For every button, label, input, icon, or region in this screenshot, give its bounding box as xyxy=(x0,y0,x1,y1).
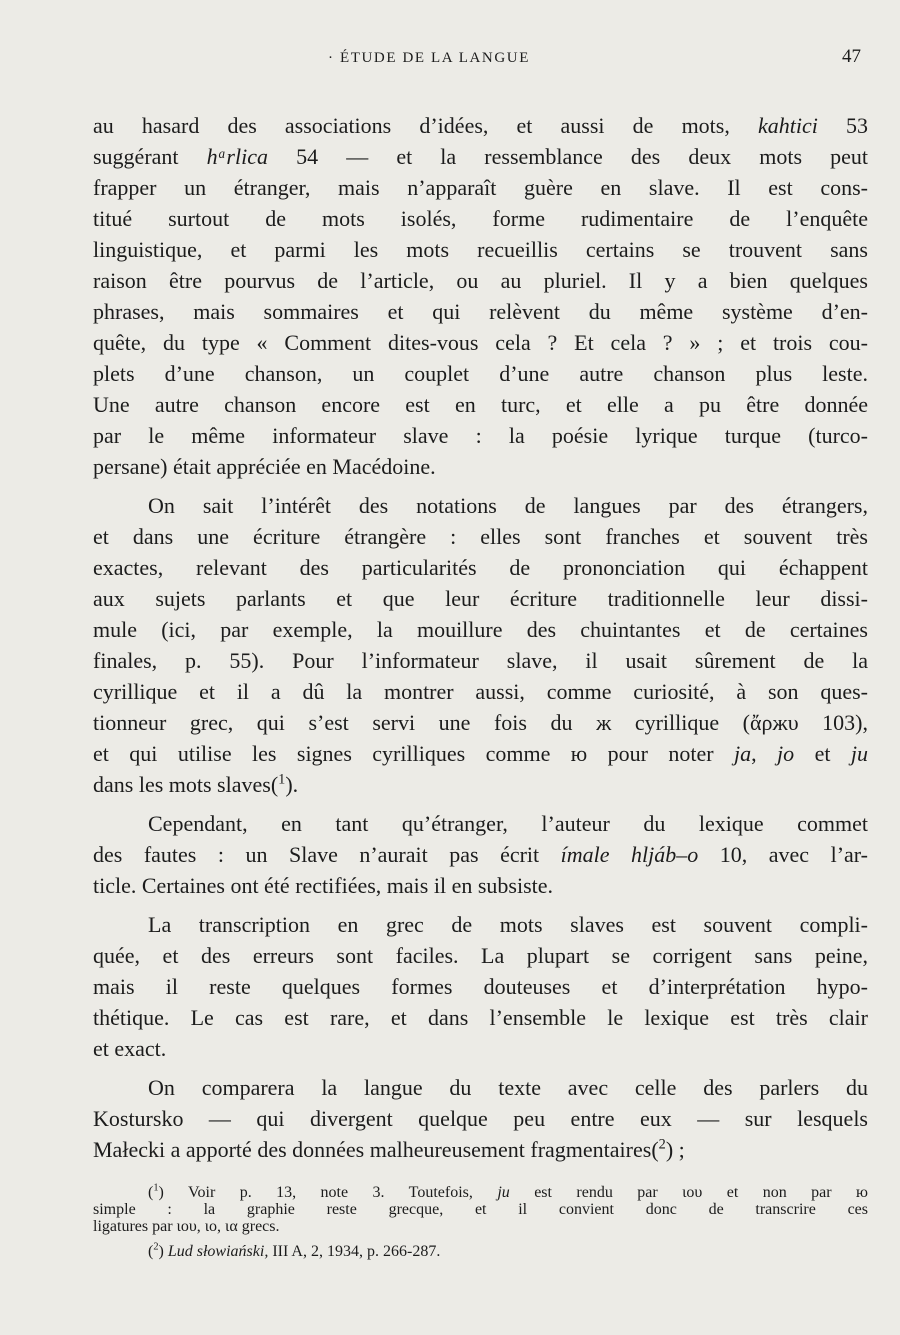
text-segment: au hasard des associations d’idées, et aussi de mots, xyxy=(93,113,758,138)
text-line xyxy=(93,738,868,769)
footnote-ref: 1 xyxy=(153,1182,159,1194)
footnotes xyxy=(93,1184,868,1268)
footnote-ref: 2 xyxy=(658,1136,666,1153)
text-line xyxy=(93,808,868,839)
text-line xyxy=(93,552,868,583)
text-line xyxy=(93,971,868,1002)
text-segment: La transcription en grec de mots slaves est souvent compli- xyxy=(148,912,868,937)
text-segment: 53 xyxy=(817,113,869,138)
text-line xyxy=(93,769,868,800)
footnote xyxy=(93,1243,868,1260)
text-segment: linguistique, et parmi les mots recueillis certains se trouvent sans xyxy=(93,237,868,262)
text-line xyxy=(93,1243,868,1260)
text-line xyxy=(93,296,868,327)
italic-text: ímale hljáb–o xyxy=(560,842,699,867)
text-line xyxy=(93,110,868,141)
text-segment: tionneur grec, qui s’est servi une fois du ж cyrillique (ἄρжυ 103), xyxy=(93,710,868,735)
text-segment: et xyxy=(794,741,851,766)
text-segment: thétique. Le cas est rare, et dans l’ensemble le lexique est très clair xyxy=(93,1005,868,1030)
text-segment: ticle. Certaines ont été rectifiées, mais il en subsiste. xyxy=(93,873,554,898)
text-segment: dans les mots slaves( xyxy=(93,772,279,797)
text-line xyxy=(93,839,868,870)
text-line xyxy=(93,141,868,172)
text-line xyxy=(93,358,868,389)
text-segment: simple : la graphie reste grecque, et il convient donc de transcrire ces xyxy=(93,1201,868,1218)
text-line xyxy=(93,676,868,707)
text-segment: phrases, mais sommaires et qui relèvent du même système d’en- xyxy=(93,299,868,324)
text-segment: aux sujets parlants et que leur écriture traditionnelle leur dissi- xyxy=(93,586,868,611)
text-line xyxy=(93,1002,868,1033)
text-segment: et qui utilise les signes cyrilliques comme ю pour noter xyxy=(93,741,734,766)
text-segment: persane) était appréciée en Macédoine. xyxy=(93,454,436,479)
text-segment: et dans une écriture étrangère : elles sont franches et souvent très xyxy=(93,524,868,549)
footnote xyxy=(93,1184,868,1235)
text-line xyxy=(93,490,868,521)
text-line xyxy=(93,870,868,901)
text-segment: quête, du type « Comment dites-vous cela ? Et cela ? » ; et trois cou- xyxy=(93,330,868,355)
main-text xyxy=(93,110,868,1173)
text-segment: III A, 2, 1934, p. 266-287. xyxy=(268,1243,441,1260)
text-line xyxy=(93,1218,868,1235)
text-segment: Kostursko — qui divergent quelque peu entre eux — sur lesquels xyxy=(93,1106,868,1131)
text-segment: plets d’une chanson, un couplet d’une autre chanson plus leste. xyxy=(93,361,868,386)
text-segment: par le même informateur slave : la poésie lyrique turque (turco- xyxy=(93,423,868,448)
text-segment: On sait l’intérêt des notations de langues par des étrangers, xyxy=(148,493,868,518)
paragraph xyxy=(93,808,868,901)
text-line xyxy=(93,172,868,203)
text-segment: ) Voir p. 13, note 3. Toutefois, xyxy=(158,1184,498,1201)
text-line xyxy=(93,234,868,265)
paragraph xyxy=(93,490,868,800)
text-segment: est rendu par ιoυ et non par ю xyxy=(509,1184,868,1201)
text-segment: ). xyxy=(285,772,299,797)
text-line xyxy=(93,583,868,614)
text-line xyxy=(93,707,868,738)
page-number: 47 xyxy=(842,46,861,67)
text-segment: mais il reste quelques formes douteuses et d’interprétation hypo- xyxy=(93,974,868,999)
paragraph xyxy=(93,110,868,482)
text-line xyxy=(93,1103,868,1134)
text-line xyxy=(93,327,868,358)
text-segment: ( xyxy=(148,1184,154,1201)
italic-text: hᵃrlica xyxy=(206,144,268,169)
footnote-ref: 2 xyxy=(153,1241,159,1253)
text-segment: 10, avec l’ar- xyxy=(698,842,868,867)
italic-text: kahtici xyxy=(758,113,818,138)
running-header xyxy=(0,46,900,72)
text-segment: mule (ici, par exemple, la mouillure des chuintantes et de certaines xyxy=(93,617,868,642)
text-line xyxy=(93,389,868,420)
italic-text: jo xyxy=(777,741,795,766)
text-segment: Małecki a apporté des données malheureusement fragmentaires( xyxy=(93,1137,659,1162)
text-line xyxy=(93,614,868,645)
italic-text: ju xyxy=(850,741,868,766)
text-line xyxy=(93,1134,868,1165)
text-segment: ligatures par ιoυ, ιo, ια grecs. xyxy=(93,1218,280,1235)
text-line xyxy=(93,1033,868,1064)
text-segment: finales, p. 55). Pour l’informateur slave, il usait sûrement de la xyxy=(93,648,868,673)
text-line xyxy=(93,451,868,482)
text-segment: ( xyxy=(148,1243,154,1260)
text-line xyxy=(93,940,868,971)
text-segment: cyrillique et il a dû la montrer aussi, comme curiosité, à son ques- xyxy=(93,679,868,704)
text-segment: 54 — et la ressemblance des deux mots peut xyxy=(267,144,869,169)
italic-text: ju xyxy=(497,1184,510,1201)
italic-text: Lud słowiański, xyxy=(167,1243,269,1260)
text-segment: frapper un étranger, mais n’apparaît guère en slave. Il est cons- xyxy=(93,175,868,200)
text-line xyxy=(93,265,868,296)
paragraph xyxy=(93,1072,868,1165)
text-line xyxy=(93,521,868,552)
text-line xyxy=(93,909,868,940)
text-segment: des fautes : un Slave n’aurait pas écrit xyxy=(93,842,561,867)
text-line xyxy=(93,203,868,234)
italic-text: ja xyxy=(733,741,752,766)
text-segment: quée, et des erreurs sont faciles. La plupart se corrigent sans peine, xyxy=(93,943,868,968)
text-line xyxy=(93,420,868,451)
text-segment: exactes, relevant des particularités de prononciation qui échappent xyxy=(93,555,868,580)
text-segment: et exact. xyxy=(93,1036,167,1061)
paragraph xyxy=(93,909,868,1064)
text-segment: Cependant, en tant qu’étranger, l’auteur du lexique commet xyxy=(148,811,868,836)
text-segment: raison être pourvus de l’article, ou au pluriel. Il y a bien quelques xyxy=(93,268,868,293)
running-title: · ÉTUDE DE LA LANGUE xyxy=(328,50,530,66)
text-segment: ) ; xyxy=(665,1137,685,1162)
text-line xyxy=(93,1201,868,1218)
text-line xyxy=(93,1072,868,1103)
text-segment: On comparera la langue du texte avec celle des parlers du xyxy=(148,1075,868,1100)
text-segment: titué surtout de mots isolés, forme rudimentaire de l’enquête xyxy=(93,206,868,231)
text-line xyxy=(93,645,868,676)
text-segment: Une autre chanson encore est en turc, et elle a pu être donnée xyxy=(93,392,868,417)
text-line xyxy=(93,1184,868,1201)
footnote-ref: 1 xyxy=(278,771,286,788)
text-segment: , xyxy=(751,741,778,766)
text-segment: suggérant xyxy=(93,144,207,169)
text-segment: ) xyxy=(158,1243,168,1260)
